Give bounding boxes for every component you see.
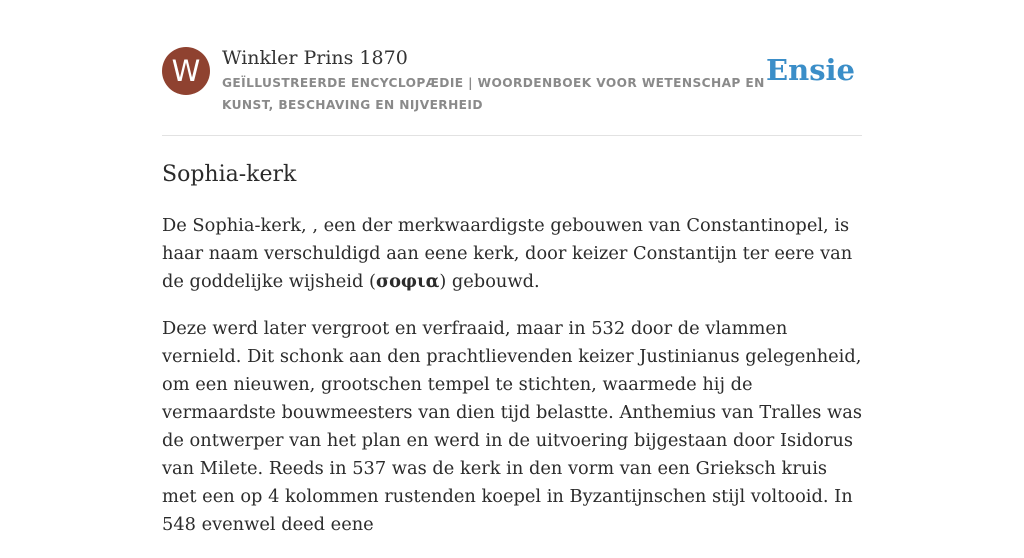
- source-title[interactable]: Winkler Prins 1870: [222, 47, 408, 69]
- paragraph-1-text-end: ) gebouwd.: [439, 271, 540, 292]
- article-paragraph-2: Deze werd later vergroot en verfraaid, maar in 532 door de vlammen vernield. Dit schonk aan den prachtlievenden keizer Justinianus gelegenheid, om een nieuwen, grootschen tempel te stichten, waarmede hij de vermaardste bouwmeesters van dien tijd belastte. Anthemius van Tralles was de ontwerper van het plan en werd in de uitvoering bijgestaan door Isidorus van Milete. Reeds in 537 was de kerk in den vorm van een Grieksch kruis met een op 4 kolommen rustenden koepel in Byzantijnschen stijl voltooid. In 548 evenwel deed eene: [162, 318, 862, 535]
- article-title: Sophia-kerk: [162, 162, 297, 187]
- article-paragraph-1: [162, 212, 862, 296]
- source-header: [162, 46, 862, 116]
- source-subtitle: GEÏLLUSTREERDE ENCYCLOPÆDIE | WOORDENBOEK VOOR WETENSCHAP EN KUNST, BESCHAVING EN NIJVERHEID: [222, 76, 765, 112]
- header-divider: [162, 135, 862, 136]
- greek-word: σοφια: [375, 271, 440, 292]
- page: [162, 0, 862, 535]
- article-body: [162, 212, 862, 558]
- ensie-logo-link[interactable]: Ensie: [766, 53, 855, 87]
- paragraph-1-text-start: De Sophia-kerk, , een der merkwaardigste gebouwen van Constantinopel, is haar naam verschuldigd aan eene kerk, door keizer Constantijn ter eere van de goddelijke wijsheid (: [162, 215, 853, 292]
- source-avatar[interactable]: W: [162, 47, 210, 95]
